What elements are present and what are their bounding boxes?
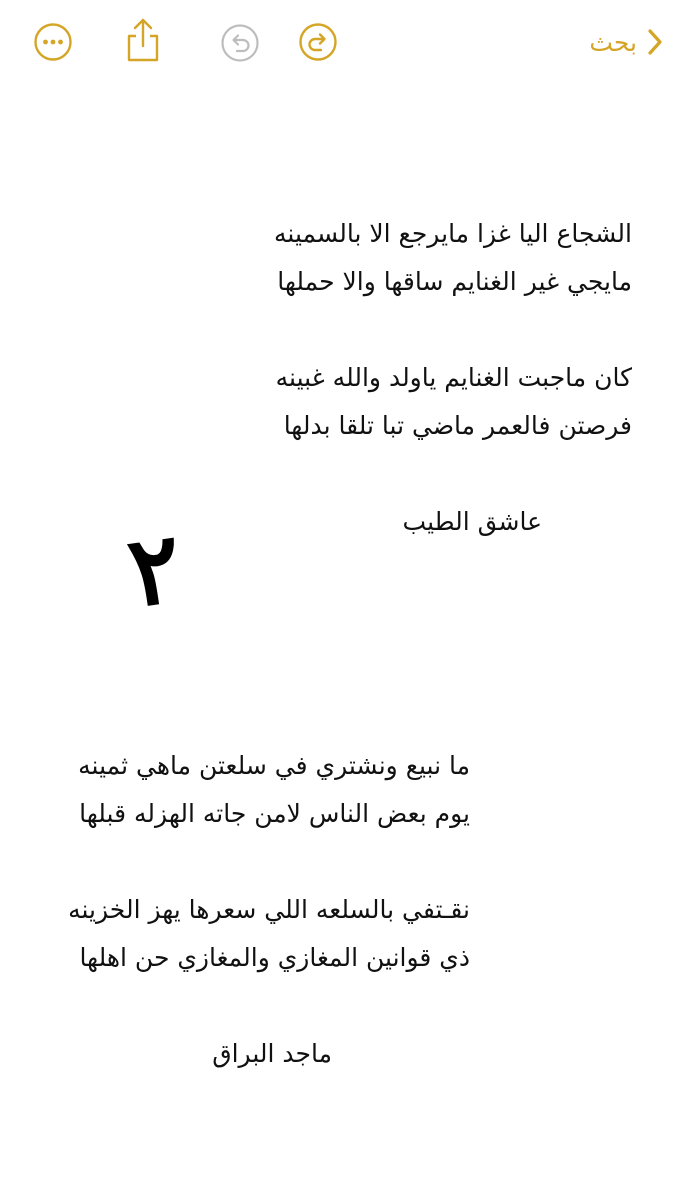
poem2-line3: نقـتفي بالسلعه اللي سعرها يهز الخزينه [68,895,470,924]
share-icon[interactable] [124,16,162,64]
undo-icon[interactable] [220,23,260,63]
notes-toolbar [0,0,675,90]
poem2-line4: ذي قوانين المغازي والمغازي حن اهلها [79,943,470,972]
handwritten-number: ٢ [121,509,189,630]
poem1-line4: فرصتن فالعمر ماضي تبا تلقا بدلها [283,411,632,440]
poem2-author: ماجد البراق [212,1039,332,1068]
back-button[interactable] [589,22,663,62]
poem1-line1: الشجاع اليا غزا مايرجع الا بالسمينه [274,219,632,248]
poem1-line3: كان ماجبت الغنايم ياولد والله غبينه [275,363,632,392]
chevron-left-icon [647,28,663,56]
back-label: بحث [589,27,637,57]
more-icon[interactable] [33,22,73,62]
poem2-line1: ما نبيع ونشتري في سلعتن ماهي ثمينه [78,751,470,780]
poem1-author: عاشق الطيب [402,507,542,536]
poem2-line2: يوم بعض الناس لامن جاته الهزله قبلها [79,799,470,828]
poem1-line2: مايجي غير الغنايم ساقها والا حملها [277,267,632,296]
redo-icon[interactable] [298,22,338,62]
